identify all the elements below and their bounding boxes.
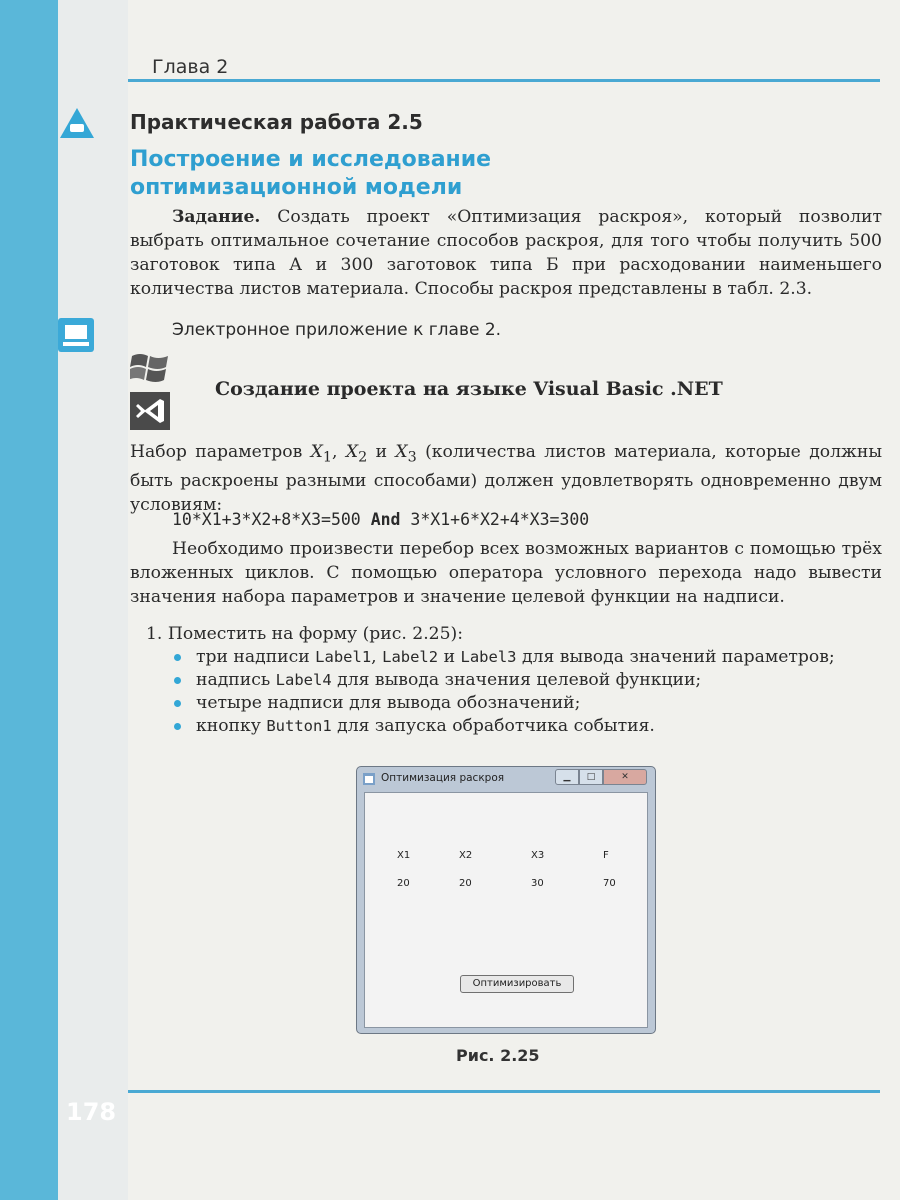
var-x2-sub: 2: [358, 449, 368, 466]
bullet-text: и: [438, 647, 461, 667]
bullet-text: кнопку: [196, 716, 267, 736]
code-button1: Button1: [266, 717, 332, 735]
value-x2: 20: [459, 878, 472, 889]
var-x2: X: [345, 442, 359, 462]
bullet-text: для вывода значений параметров;: [516, 647, 835, 667]
params-and: и: [367, 442, 396, 462]
bullet-text: для вывода значения целевой функции;: [331, 670, 702, 690]
code-label1: Label1: [315, 648, 372, 666]
visual-studio-icon: [130, 392, 170, 430]
code-label4: Label4: [275, 671, 332, 689]
figure-caption: Рис. 2.25: [456, 1046, 540, 1065]
optimize-button[interactable]: Оптимизировать: [460, 975, 574, 993]
window-titlebar[interactable]: [357, 767, 655, 791]
var-x1-sub: 1: [322, 449, 333, 466]
page-margin: [58, 0, 128, 1200]
search-paragraph: Необходимо произвести перебор всех возможных вариантов с помощью трёх вложенных циклов. С помощью оператора условного перехода надо вывести значения набора параметров и значение целевой функции на надписи.: [130, 539, 882, 607]
bullet-dot-icon: [174, 677, 181, 684]
close-button[interactable]: ✕: [603, 769, 647, 785]
task-paragraph: [130, 205, 882, 301]
code-keyword: And: [370, 510, 401, 529]
footer-rule: [128, 1090, 880, 1093]
label-x1: X1: [397, 850, 411, 861]
task-label: Задание.: [172, 207, 261, 227]
bullet-dot-icon: [174, 723, 181, 730]
bullet-dot-icon: [174, 700, 181, 707]
bullet-list: [172, 646, 884, 738]
code-label2: Label2: [382, 648, 439, 666]
code-condition: [172, 510, 589, 529]
chapter-header: Глава 2: [152, 56, 229, 78]
list-item: [172, 715, 884, 738]
label-x3: X3: [531, 850, 545, 861]
list-item: [172, 646, 884, 669]
page-number: 178: [66, 1098, 117, 1126]
label-f: F: [603, 850, 609, 861]
params-paragraph: [130, 440, 882, 517]
maximize-button[interactable]: □: [579, 769, 603, 785]
practical-work-icon: [58, 106, 96, 140]
var-x3-sub: 3: [407, 449, 417, 466]
task-text: Создать проект «Оптимизация раскроя», который позволит выбрать оптимальное сочетание способов раскроя, для того чтобы получить 500 заготовок типа А и 300 заготовок типа Б при расходовании наименьшего количества листов материала. Способы раскроя представлены в табл. 2.3.: [130, 207, 882, 299]
value-x1: 20: [397, 878, 410, 889]
windows-logo-icon: [130, 350, 170, 386]
value-f: 70: [603, 878, 616, 889]
params-lead: Набор параметров: [130, 442, 311, 462]
header-rule: [128, 79, 880, 82]
list-item: [172, 692, 884, 715]
params-sep: ,: [332, 442, 346, 462]
bullet-text: надпись: [196, 670, 276, 690]
code-left: 10*X1+3*X2+8*X3=500: [172, 510, 371, 529]
bullet-dot-icon: [174, 654, 181, 661]
minimize-button[interactable]: ▁: [555, 769, 579, 785]
form-window: [356, 766, 656, 1034]
page-title: Построение и исследование оптимизационной модели: [130, 147, 492, 200]
computer-icon: [58, 318, 94, 352]
bullet-text: три надписи: [196, 647, 316, 667]
form-app-icon: [363, 773, 375, 785]
params-tail: (количества листов материала, которые должны быть раскроены разными способами) должен удовлетворять одновременно двум условиям:: [130, 442, 882, 516]
var-x1: X: [310, 442, 323, 462]
page-edge-band: [0, 0, 58, 1200]
var-x3: X: [395, 442, 408, 462]
bullet-text: для запуска обработчика события.: [331, 716, 655, 736]
form-client-area: [364, 792, 648, 1028]
value-x3: 30: [531, 878, 544, 889]
step-1: 1. Поместить на форму (рис. 2.25):: [146, 624, 464, 644]
practical-work-title: Практическая работа 2.5: [130, 110, 423, 134]
code-label3: Label3: [460, 648, 517, 666]
code-right: 3*X1+6*X2+4*X3=300: [400, 510, 590, 529]
label-x2: X2: [459, 850, 473, 861]
window-title: Оптимизация раскроя: [381, 772, 505, 784]
list-item: [172, 669, 884, 692]
section-heading-vb: Создание проекта на языке Visual Basic .NET: [215, 378, 723, 400]
electronic-app-note: Электронное приложение к главе 2.: [172, 320, 502, 340]
bullet-text: четыре надписи для вывода обозначений;: [196, 693, 581, 713]
bullet-text: ,: [371, 647, 383, 667]
